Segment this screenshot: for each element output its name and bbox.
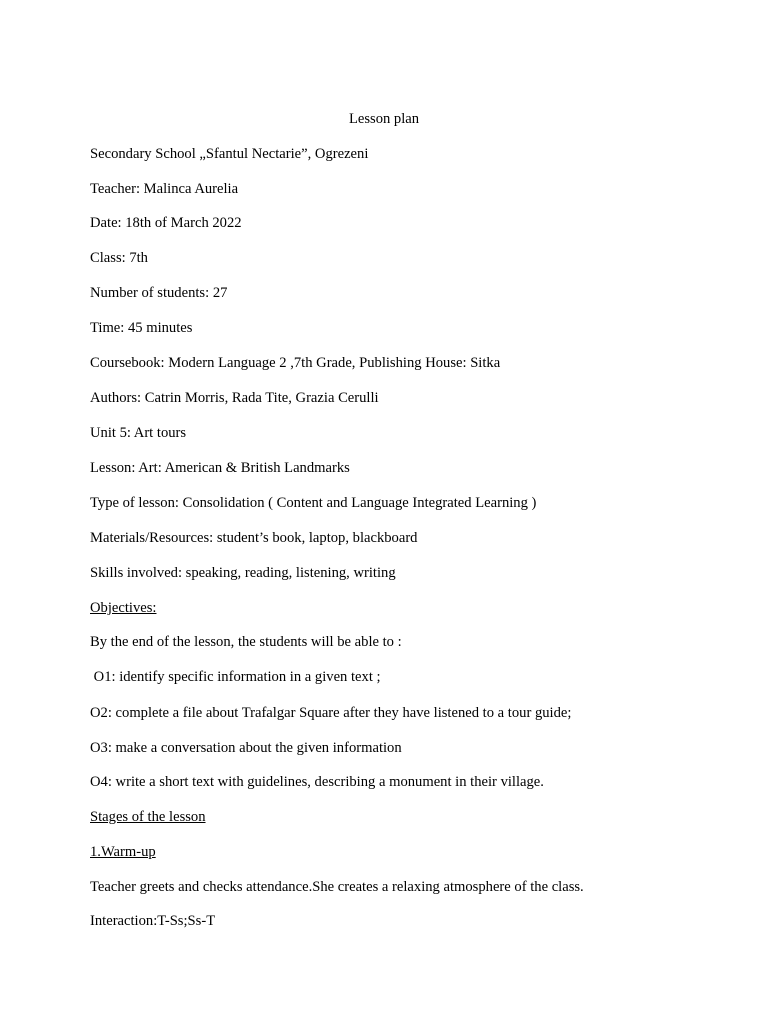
authors-line: Authors: Catrin Morris, Rada Tite, Grazia Cerulli — [90, 390, 379, 406]
lesson-type-line: Type of lesson: Consolidation ( Content and Language Integrated Learning ) — [90, 495, 537, 511]
interaction-line: Interaction:T-Ss;Ss-T — [90, 913, 216, 929]
school-line: Secondary School „Sfantul Nectarie”, Ogrezeni — [90, 146, 369, 162]
skills-line: Skills involved: speaking, reading, listening, writing — [90, 565, 396, 581]
objective-item: O2: complete a file about Trafalgar Square after they have listened to a tour guide; — [90, 705, 572, 721]
warmup-heading: 1.Warm-up — [90, 844, 156, 860]
objectives-heading: Objectives: — [90, 600, 157, 616]
class-line: Class: 7th — [90, 250, 148, 266]
warmup-text: Teacher greets and checks attendance.She creates a relaxing atmosphere of the class. — [90, 879, 584, 895]
lesson-line: Lesson: Art: American & British Landmarks — [90, 460, 350, 476]
stages-heading: Stages of the lesson — [90, 809, 206, 825]
materials-line: Materials/Resources: student’s book, laptop, blackboard — [90, 530, 418, 546]
objective-item: O1: identify specific information in a given text ; — [90, 669, 381, 685]
time-line: Time: 45 minutes — [90, 320, 193, 336]
unit-line: Unit 5: Art tours — [90, 425, 187, 441]
students-line: Number of students: 27 — [90, 285, 228, 301]
date-line: Date: 18th of March 2022 — [90, 215, 242, 231]
objective-item: O3: make a conversation about the given information — [90, 740, 402, 756]
document-title: Lesson plan — [348, 111, 420, 127]
objective-item: O4: write a short text with guidelines, describing a monument in their village. — [90, 774, 544, 790]
coursebook-line: Coursebook: Modern Language 2 ,7th Grade, Publishing House: Sitka — [90, 355, 501, 371]
objectives-intro: By the end of the lesson, the students will be able to : — [90, 634, 402, 650]
teacher-line: Teacher: Malinca Aurelia — [90, 181, 239, 197]
